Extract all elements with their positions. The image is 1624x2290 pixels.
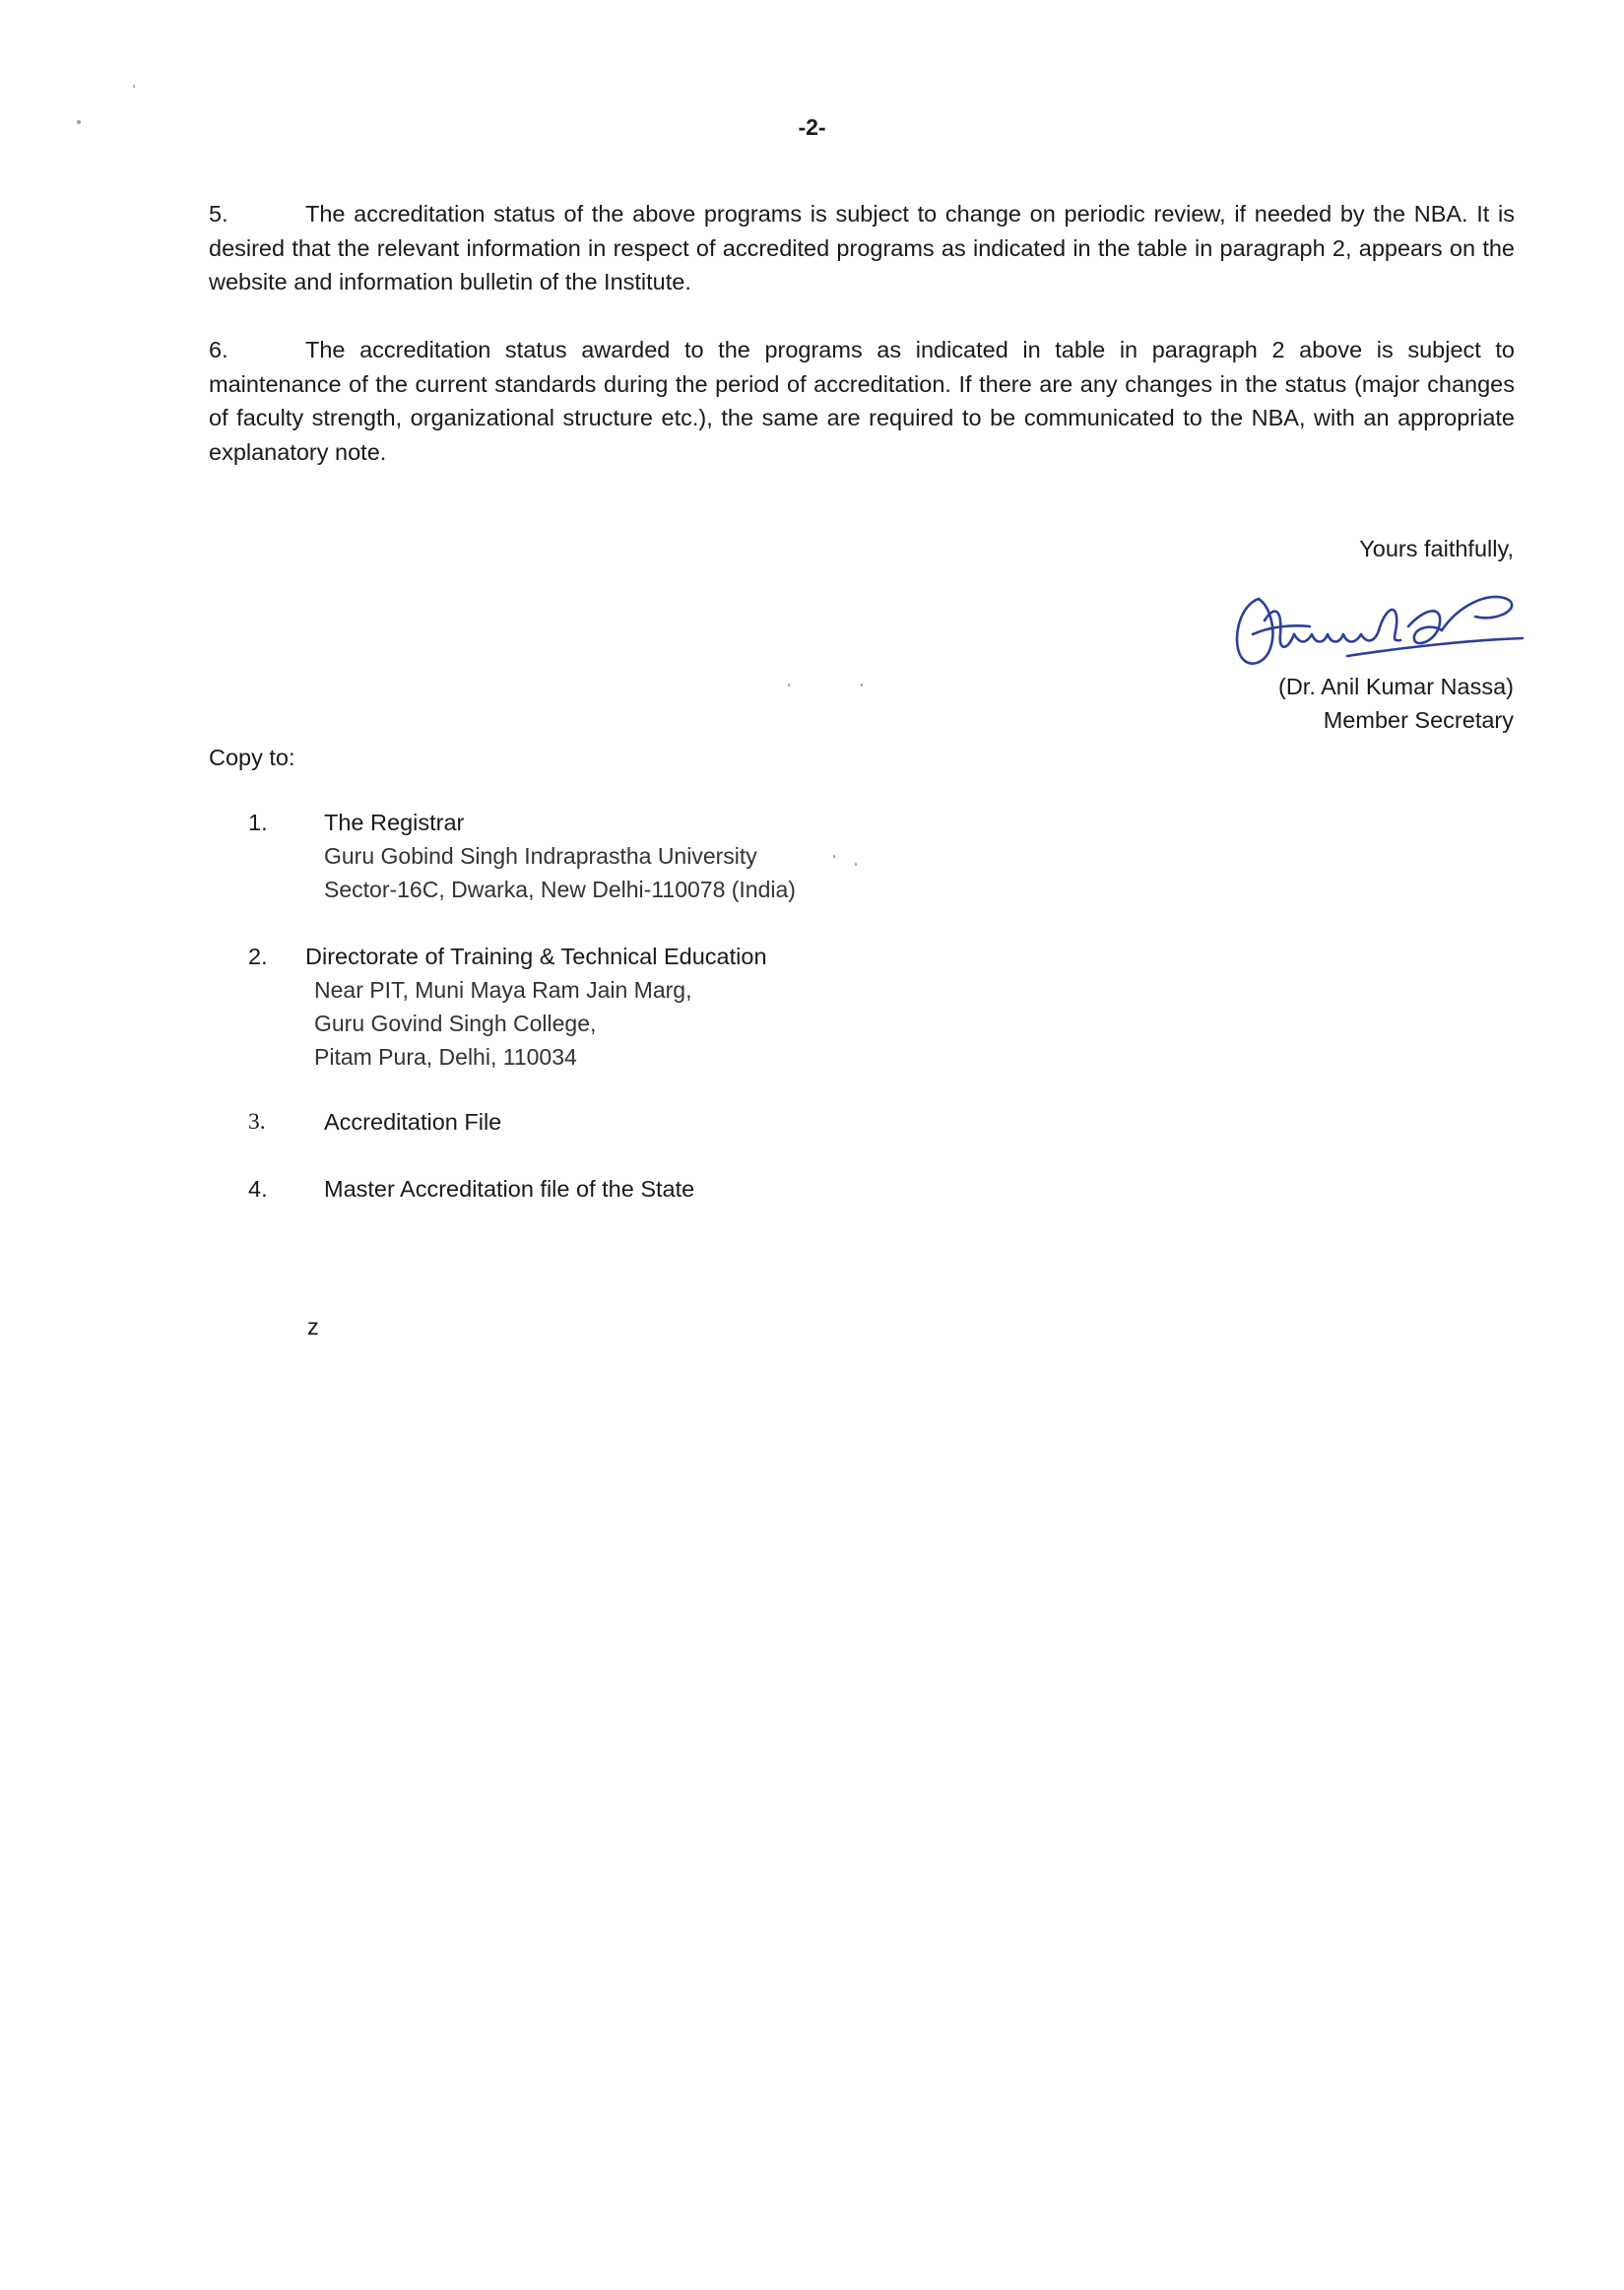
signatory-designation: Member Secretary bbox=[1323, 707, 1514, 733]
signatory-name: (Dr. Anil Kumar Nassa) bbox=[1278, 674, 1514, 699]
copy-item-title: Master Accreditation file of the State bbox=[324, 1176, 695, 1202]
paragraph-6 bbox=[209, 333, 1515, 469]
paragraph-number: 6. bbox=[209, 337, 228, 362]
scan-speck bbox=[855, 863, 857, 866]
copy-to-label: Copy to: bbox=[209, 745, 295, 770]
scan-speck bbox=[861, 684, 863, 687]
address-line: Guru Govind Singh College, bbox=[314, 1011, 597, 1036]
page-number: -2- bbox=[798, 114, 826, 140]
scan-speck bbox=[788, 684, 790, 687]
closing-salutation: Yours faithfully, bbox=[1359, 536, 1514, 561]
copy-item-title: Accreditation File bbox=[324, 1109, 502, 1135]
scan-speck bbox=[833, 855, 835, 858]
paragraph-text: The accreditation status awarded to the programs as indicated in table in paragraph 2 above is subject to maintenance of the current standards during the period of accreditation. If there are any changes in the status (major changes of faculty strength, organizational structure etc.), the same are required to be communicated to the NBA, with an appropriate explanatory note. bbox=[209, 337, 1515, 465]
copy-item-title: Directorate of Training & Technical Education bbox=[305, 944, 767, 969]
copy-item-title: The Registrar bbox=[324, 810, 465, 835]
scan-speck bbox=[77, 120, 81, 124]
copy-item-number: 2. bbox=[248, 944, 268, 969]
paragraph-text: The accreditation status of the above programs is subject to change on periodic review, if needed by the NBA. It is desired that the relevant information in respect of accredited programs as indicated in the table in paragraph 2, appears on the website and information bulletin of the Institute. bbox=[209, 201, 1515, 294]
address-line: Pitam Pura, Delhi, 110034 bbox=[314, 1044, 577, 1070]
address-line: Guru Gobind Singh Indraprastha University bbox=[324, 843, 757, 869]
stray-mark: z bbox=[307, 1314, 319, 1340]
copy-item-number: 3. bbox=[248, 1109, 266, 1135]
copy-item-number: 4. bbox=[248, 1176, 268, 1202]
copy-item-number: 1. bbox=[248, 810, 268, 835]
address-line: Near PIT, Muni Maya Ram Jain Marg, bbox=[314, 977, 692, 1003]
scan-speck bbox=[133, 85, 135, 88]
paragraph-5 bbox=[209, 197, 1515, 299]
address-line: Sector-16C, Dwarka, New Delhi-110078 (India) bbox=[324, 877, 796, 902]
paragraph-number: 5. bbox=[209, 201, 228, 227]
